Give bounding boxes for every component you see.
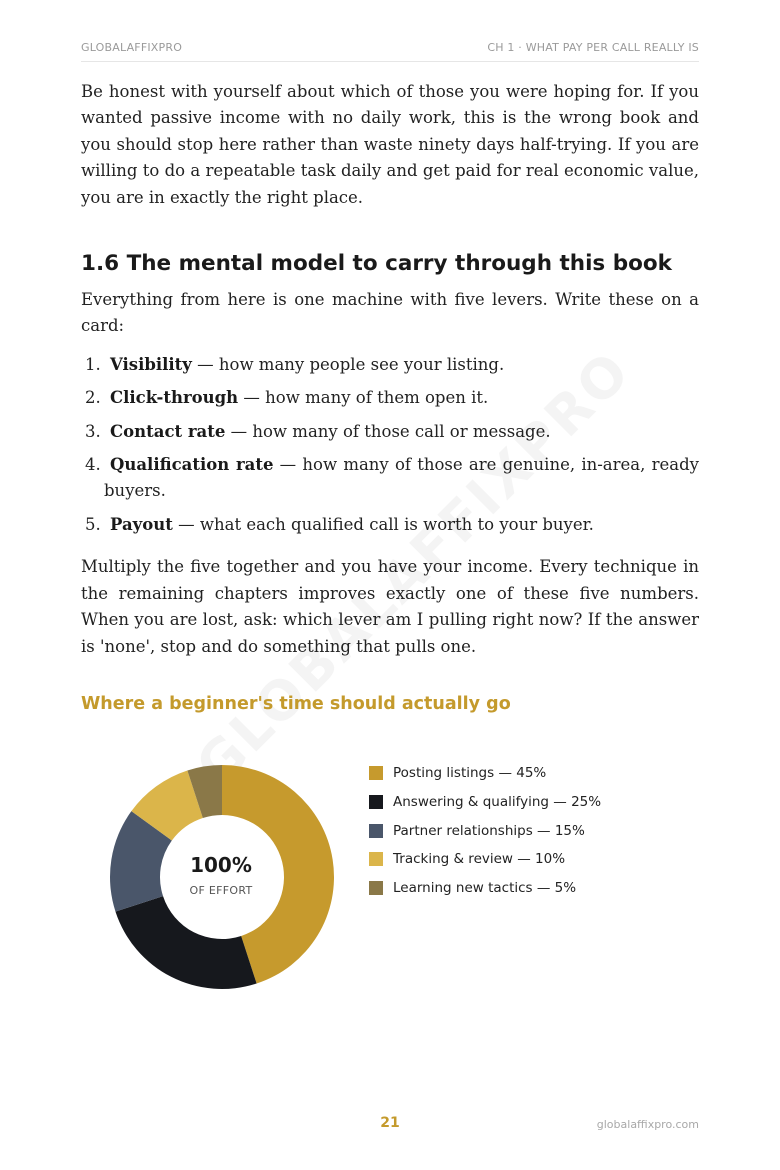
legend-item <box>369 878 601 898</box>
lever-description: — how many people see your listing. <box>191 354 505 374</box>
lever-term: Qualification rate <box>110 455 274 475</box>
closing-paragraph: Multiply the five together and you have your income. Every technique in the remaining chapters improves exactly one of these five numbers. When you are lost, ask: which lever am I pulling right now? If the answer is 'none', stop and do something that pulls one. <box>81 557 699 656</box>
legend-label: Answering & qualifying — 25% <box>393 793 602 810</box>
donut-center-label: OF EFFORT <box>189 884 253 897</box>
legend-item <box>369 821 601 841</box>
header-chapter: CH 1 · WHAT PAY PER CALL REALLY IS <box>487 41 699 54</box>
levers-list <box>81 352 699 538</box>
list-number: 1. <box>85 354 101 374</box>
legend-swatch <box>369 881 383 895</box>
legend-label: Learning new tactics — 5% <box>393 880 577 897</box>
legend-swatch <box>369 824 383 838</box>
lever-term: Click-through <box>110 388 239 408</box>
list-item <box>81 452 699 505</box>
footer-url: globalaffixpro.com <box>596 1118 699 1131</box>
section-heading: 1.6 The mental model to carry through this book <box>81 251 672 277</box>
donut-slice-answering-qualifying <box>115 896 256 989</box>
list-item <box>81 512 699 538</box>
header-brand: GLOBALAFFIXPRO <box>81 41 183 54</box>
lever-description: — how many of those call or message. <box>225 421 551 441</box>
legend-label: Posting listings — 45% <box>393 765 547 781</box>
legend-swatch <box>369 766 383 780</box>
legend-item <box>369 763 601 783</box>
lever-description: — how many of those are genuine, in-area, ready buyers. <box>104 455 699 501</box>
list-number: 3. <box>85 421 101 441</box>
donut-center-value: 100% <box>190 853 252 877</box>
legend-label: Tracking & review — 10% <box>393 851 566 868</box>
list-item <box>81 385 699 411</box>
chart-title: Where a beginner's time should actually go <box>81 694 511 714</box>
legend-label: Partner relationships — 15% <box>393 822 585 839</box>
list-item <box>81 419 699 445</box>
legend-swatch <box>369 795 383 809</box>
list-item <box>81 352 699 378</box>
main-content <box>81 79 699 660</box>
list-number: 4. <box>85 455 101 475</box>
donut-chart <box>100 755 345 1000</box>
section-lead: Everything from here is one machine with five levers. Write these on a card: <box>81 290 699 336</box>
lever-term: Contact rate <box>110 421 226 441</box>
running-header <box>81 40 699 62</box>
legend-item <box>369 849 601 869</box>
chart-legend <box>369 763 601 907</box>
legend-swatch <box>369 852 383 866</box>
lever-description: — how many of them open it. <box>238 388 489 408</box>
legend-item <box>369 792 601 812</box>
lever-term: Visibility <box>110 354 192 374</box>
list-number: 5. <box>85 514 101 534</box>
lever-description: — what each qualified call is worth to your buyer. <box>172 514 594 534</box>
lever-term: Payout <box>110 514 173 534</box>
list-number: 2. <box>85 388 101 408</box>
intro-paragraph: Be honest with yourself about which of those you were hoping for. If you wanted passive income with no daily work, this is the wrong book and you should stop here rather than waste ninety days half-trying. If you are willing to do a repeatable task daily and get paid for real economic value, you are in exactly the right place. <box>81 82 699 207</box>
page-number: 21 <box>380 1115 400 1131</box>
